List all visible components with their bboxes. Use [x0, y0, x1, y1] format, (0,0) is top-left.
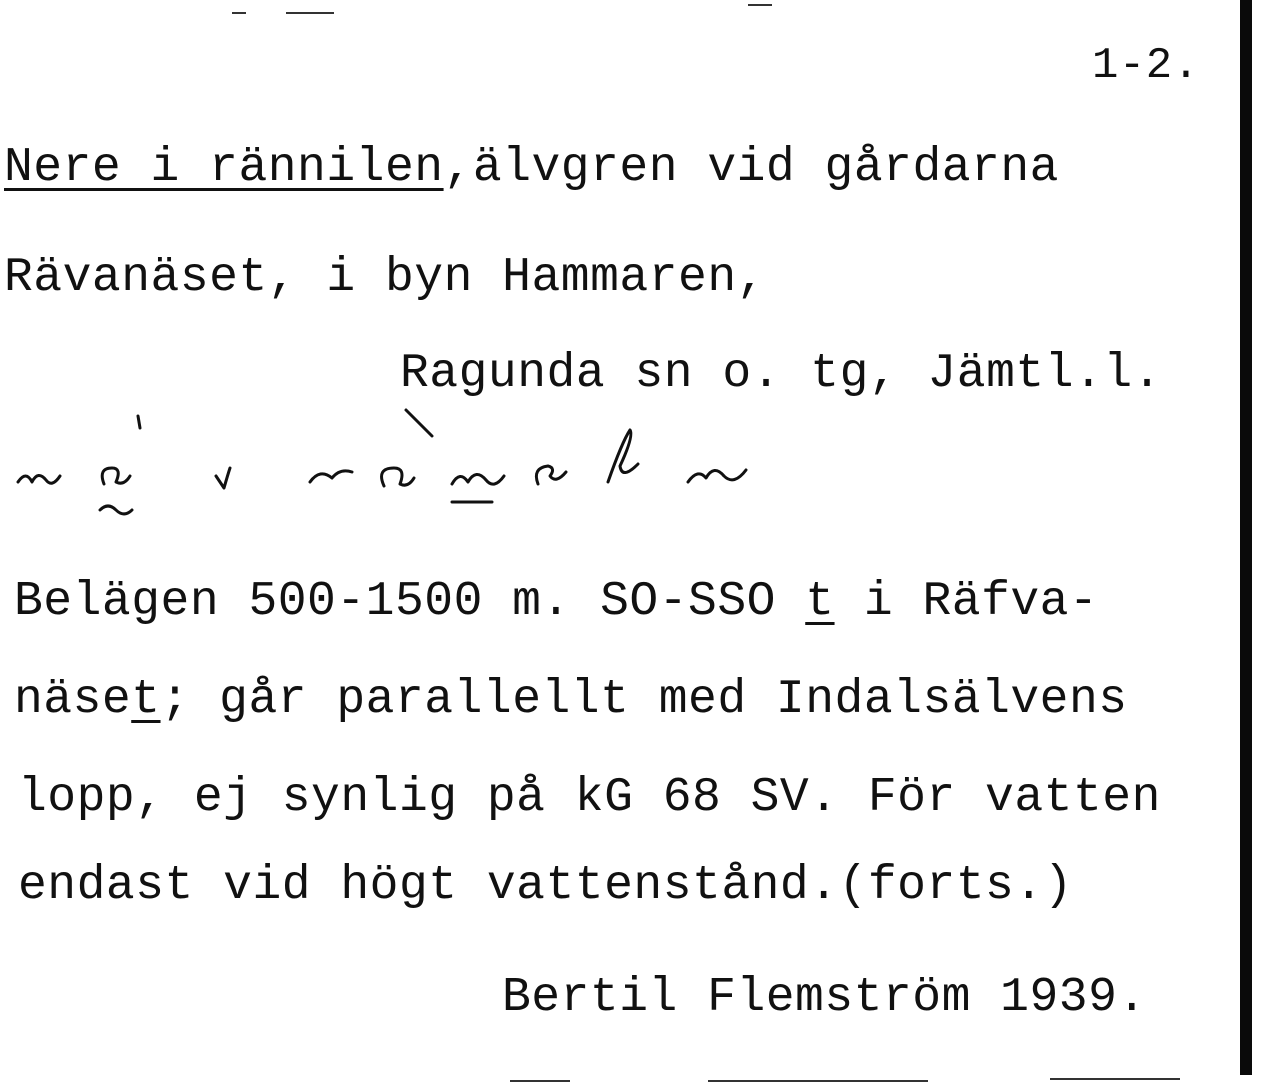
parish-line: Ragunda sn o. tg, Jämtl.l.	[400, 347, 1162, 401]
underlined-letter: t	[131, 673, 161, 727]
signature: Bertil Flemström 1939.	[502, 971, 1147, 1025]
body-text: i Räfva-	[834, 575, 1099, 629]
scan-speck	[708, 1080, 928, 1082]
body-line-4: endast vid högt vattenstånd.(forts.)	[18, 859, 1073, 913]
body-line-3: lopp, ej synlig på kG 68 SV. För vatten	[18, 771, 1161, 825]
body-text: näse	[14, 673, 132, 727]
body-line-1	[14, 575, 1099, 629]
body-line-2	[14, 673, 1128, 727]
phonetic-text: nä i rä̀nəln	[4, 404, 11, 405]
scan-speck	[510, 1080, 570, 1082]
place-description: ,älvgren vid gårdarna	[443, 141, 1059, 195]
place-name: Nere i rännilen	[4, 141, 444, 195]
scan-speck	[1050, 1078, 1180, 1080]
underlined-letter: t	[805, 575, 835, 629]
body-text: ; går parallellt med Indalsälvens	[160, 673, 1128, 727]
scan-speck	[748, 4, 772, 6]
body-text: Belägen 500-1500 m. SO-SSO	[14, 575, 806, 629]
heading-line	[4, 141, 1059, 195]
handwritten-phonetic-transcription	[4, 404, 804, 524]
scan-speck	[286, 12, 334, 14]
scan-speck	[232, 12, 246, 14]
location-line: Rävanäset, i byn Hammaren,	[4, 251, 766, 305]
card-edge-border	[1240, 0, 1252, 1075]
card-number: 1-2.	[1092, 41, 1200, 91]
